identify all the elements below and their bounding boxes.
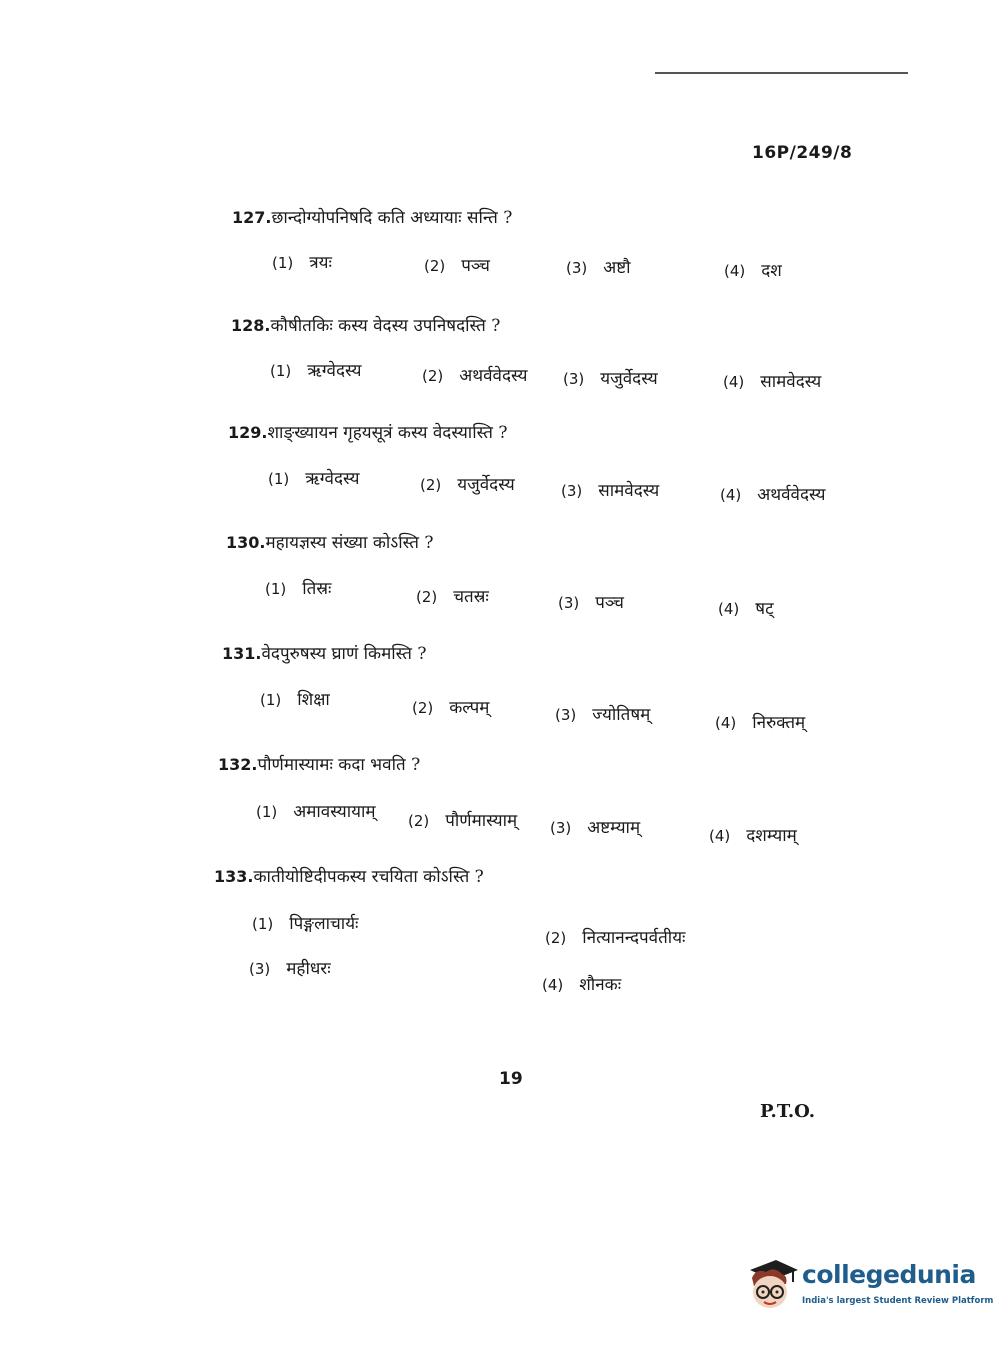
option-127-2: (2) पञ्च — [424, 256, 490, 276]
option-129-1: (1) ऋग्वेदस्य — [268, 469, 360, 489]
question-text: महायज्ञस्य संख्या कोऽस्ति ? — [265, 533, 434, 553]
option-132-2: (2) पौर्णमास्याम् — [408, 811, 518, 831]
question-text: छान्दोग्योपनिषदि कति अध्यायाः सन्ति ? — [271, 208, 513, 228]
question-130 — [226, 530, 433, 553]
option-131-4: (4) निरुक्तम् — [715, 713, 806, 733]
question-132 — [218, 752, 420, 775]
question-127 — [232, 205, 512, 228]
option-133-1: (1) पिङ्गलाचार्यः — [252, 914, 359, 934]
question-text: कौषीतकिः कस्य वेदस्य उपनिषदस्ति ? — [270, 316, 501, 336]
option-132-1: (1) अमावस्यायाम् — [256, 802, 376, 822]
question-number: 128. — [231, 316, 271, 335]
option-127-4: (4) दश — [724, 261, 782, 281]
option-133-3: (3) महीधरः — [249, 959, 331, 979]
question-number: 131. — [222, 644, 262, 663]
option-128-2: (2) अथर्ववेदस्य — [422, 366, 528, 386]
brand-name: collegedunia — [802, 1260, 976, 1289]
option-129-2: (2) यजुर्वेदस्य — [420, 475, 515, 495]
question-text: पौर्णमास्यामः कदा भवति ? — [257, 755, 421, 775]
option-132-3: (3) अष्टम्याम् — [550, 818, 641, 838]
question-131 — [222, 641, 426, 664]
question-text: कातीयोष्टिदीपकस्य रचयिता कोऽस्ति ? — [253, 867, 484, 887]
option-131-1: (1) शिक्षा — [260, 690, 330, 710]
option-127-3: (3) अष्टौ — [566, 258, 631, 278]
option-130-4: (4) षट् — [718, 599, 774, 619]
option-128-1: (1) ऋग्वेदस्य — [270, 361, 362, 381]
question-133 — [214, 864, 484, 887]
option-129-4: (4) अथर्ववेदस्य — [720, 485, 826, 505]
question-text: वेदपुरुषस्य घ्राणं किमस्ति ? — [261, 644, 427, 664]
student-mascot-icon — [742, 1254, 800, 1312]
option-131-2: (2) कल्पम् — [412, 698, 490, 718]
collegedunia-watermark — [742, 1252, 994, 1314]
option-133-4: (4) शौनकः — [542, 975, 622, 995]
header-rule — [655, 72, 908, 74]
paper-code: 16P/249/8 — [752, 143, 853, 163]
option-130-3: (3) पञ्च — [558, 593, 624, 613]
page-number: 19 — [499, 1069, 523, 1089]
option-129-3: (3) सामवेदस्य — [561, 481, 660, 501]
question-number: 132. — [218, 755, 258, 774]
option-132-4: (4) दशम्याम् — [709, 826, 797, 846]
option-130-1: (1) तिस्रः — [265, 579, 332, 599]
question-text: शाङ्ख्यायन गृहयसूत्रं कस्य वेदस्यास्ति ? — [267, 423, 508, 443]
option-127-1: (1) त्रयः — [272, 253, 332, 273]
please-turn-over: P.T.O. — [760, 1101, 816, 1122]
option-128-4: (4) सामवेदस्य — [723, 372, 822, 392]
question-number: 130. — [226, 533, 266, 552]
question-128 — [231, 313, 500, 336]
brand-tagline: India's largest Student Review Platform — [802, 1296, 994, 1306]
question-129 — [228, 420, 507, 443]
question-number: 129. — [228, 423, 268, 442]
option-133-2: (2) नित्यानन्दपर्वतीयः — [545, 928, 686, 948]
question-number: 133. — [214, 867, 254, 886]
option-131-3: (3) ज्योतिषम् — [555, 705, 651, 725]
option-128-3: (3) यजुर्वेदस्य — [563, 369, 658, 389]
option-130-2: (2) चतस्रः — [416, 587, 489, 607]
question-number: 127. — [232, 208, 272, 227]
